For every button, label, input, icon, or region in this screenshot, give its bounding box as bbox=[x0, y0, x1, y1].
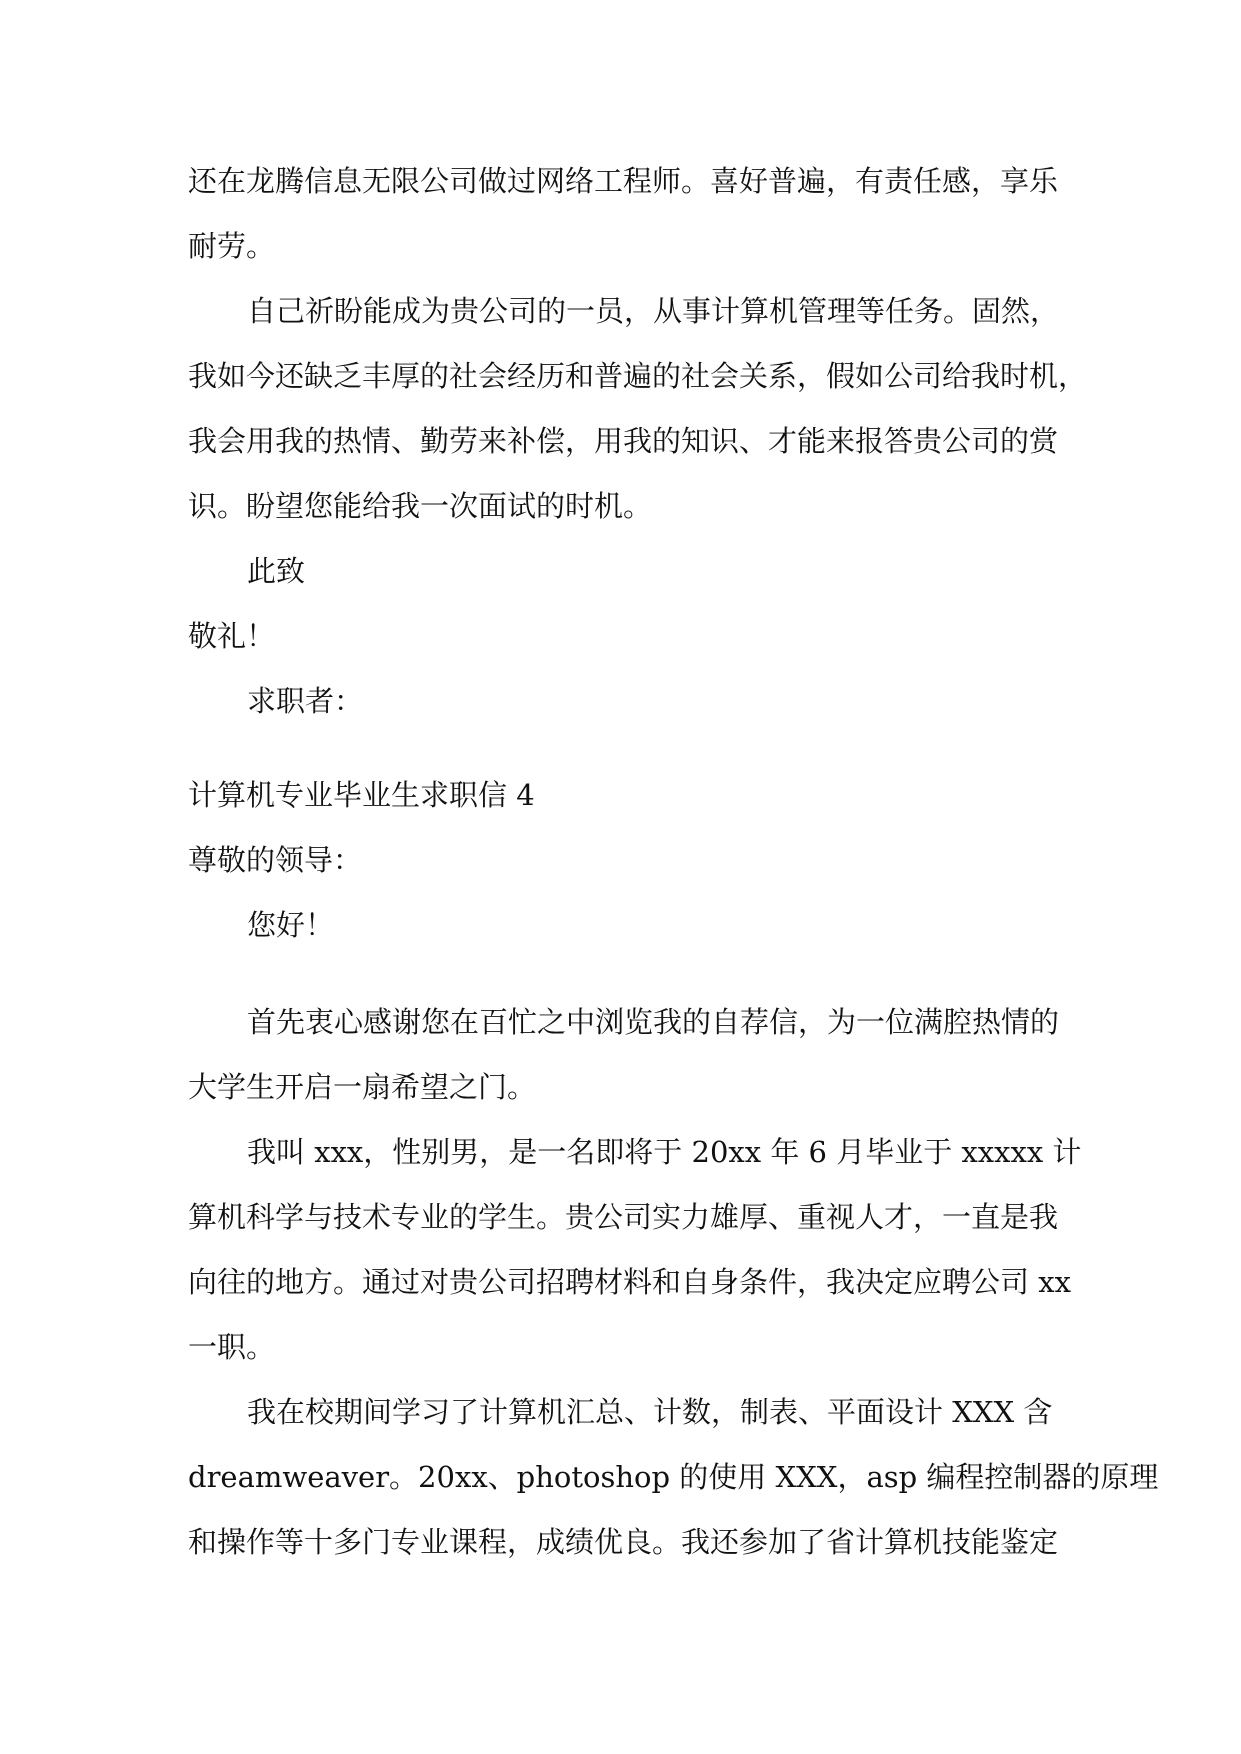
paragraph-line: 和操作等十多门专业课程，成绩优良。我还参加了省计算机技能鉴定 bbox=[188, 1525, 1059, 1559]
paragraph-line: 我在校期间学习了计算机汇总、计数，制表、平面设计 XXX 含 bbox=[247, 1395, 1053, 1429]
paragraph-line: 一职。 bbox=[188, 1330, 276, 1364]
paragraph-line: 我叫 xxx，性别男，是一名即将于 20xx 年 6 月毕业于 xxxxx 计 bbox=[247, 1135, 1082, 1169]
paragraph-line: 自己祈盼能成为贵公司的一员，从事计算机管理等任务。固然， bbox=[247, 294, 1060, 328]
greeting: 您好！ bbox=[247, 908, 335, 942]
paragraph-line: 耐劳。 bbox=[188, 229, 276, 263]
paragraph-line: 向往的地方。通过对贵公司招聘材料和自身条件，我决定应聘公司 xx bbox=[188, 1265, 1071, 1299]
signature-label: 求职者： bbox=[247, 684, 364, 718]
paragraph-line: 我会用我的热情、勤劳来补偿，用我的知识、才能来报答贵公司的赏 bbox=[188, 424, 1059, 458]
paragraph-line: 还在龙腾信息无限公司做过网络工程师。喜好普遍，有责任感，享乐 bbox=[188, 164, 1059, 198]
paragraph-line: 我如今还缺乏丰厚的社会经历和普遍的社会关系，假如公司给我时机， bbox=[188, 359, 1088, 393]
letter-heading: 计算机专业毕业生求职信 4 bbox=[188, 778, 535, 812]
paragraph-line: 识。盼望您能给我一次面试的时机。 bbox=[188, 489, 653, 523]
salutation: 尊敬的领导： bbox=[188, 843, 363, 877]
paragraph-line: dreamweaver。20xx、photoshop 的使用 XXX，asp 编程控制器的原理 bbox=[188, 1460, 1159, 1494]
paragraph-line: 大学生开启一扇希望之门。 bbox=[188, 1070, 537, 1104]
paragraph-line: 算机科学与技术专业的学生。贵公司实力雄厚、重视人才，一直是我 bbox=[188, 1200, 1059, 1234]
closing-line: 此致 bbox=[247, 554, 306, 588]
closing-salute: 敬礼！ bbox=[188, 619, 276, 653]
paragraph-line: 首先衷心感谢您在百忙之中浏览我的自荐信，为一位满腔热情的 bbox=[247, 1005, 1060, 1039]
